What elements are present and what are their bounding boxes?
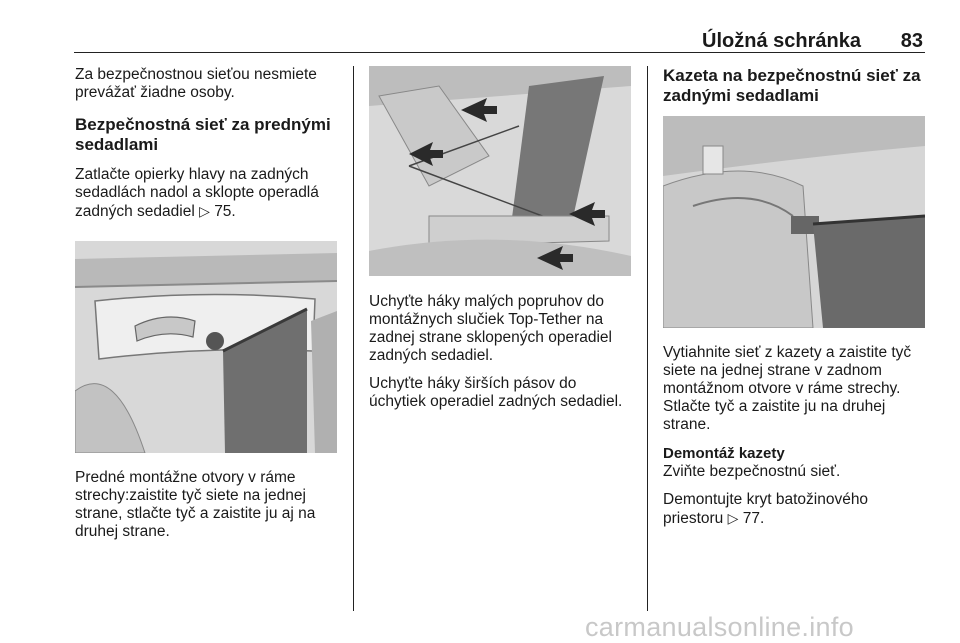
removal-step-2 [663,491,925,528]
page-number: 83 [900,30,923,52]
page-reference: 75. [214,203,236,220]
figure-front-mounting [75,241,337,453]
column-divider-2 [647,66,648,611]
page-reference-arrow-icon: ▷ [199,203,210,219]
removal-step-1: Zviňte bezpečnostnú sieť. [663,463,841,480]
removal-step-2-text: Demontujte kryt batožinového priestoru [663,491,869,527]
hook-paragraph-1: Uchyťte háky malých popruhov do montážnych slučiek Top-Tether na zadnej strane sklopených operadiel zadných sedadiel. [369,293,612,364]
page-reference: 77. [742,510,765,527]
instruction-text: Zatlačte opierky hlavy na zadných sedadlách nadol a sklopte operadlá zadných sedadiel [75,166,319,220]
watermark: carmanualsonline.info [585,612,854,642]
column-1 [75,66,345,541]
instruction-paragraph [75,166,345,221]
column-divider-1 [353,66,354,611]
section-heading-cassette: Kazeta na bezpečnostnú sieť za zadnými sedadlami [663,66,921,105]
figure-cassette [663,116,925,328]
figure-caption: Predné montážne otvory v ráme strechy:zaistite tyč siete na jednej strane, stlačte tyč a zaistite ju aj na druhej strane. [75,469,316,540]
cassette-instruction: Vytiahnite sieť z kazety a zaistite tyč siete na jednej strane v zadnom montážnom otvore v ráme strechy. Stlačte tyč a zaistite ju na druhej strane. [663,344,912,433]
header-rule [74,52,925,53]
page-reference-arrow-icon: ▷ [727,510,739,526]
page-title: Úložná schránka [702,30,861,52]
warning-paragraph: Za bezpečnostnou sieťou nesmiete prevážať žiadne osoby. [75,66,317,101]
page-header [60,0,925,50]
hook-paragraph-2: Uchyťte háky širších pásov do úchytiek operadiel zadných sedadiel. [369,375,623,410]
section-heading-front-net: Bezpečnostná sieť za prednými sedadlami [75,115,331,154]
column-3 [663,66,925,528]
figure-rear-hooks [369,66,631,276]
subheading-removal: Demontáž kazety [663,445,785,462]
column-2 [369,66,634,411]
